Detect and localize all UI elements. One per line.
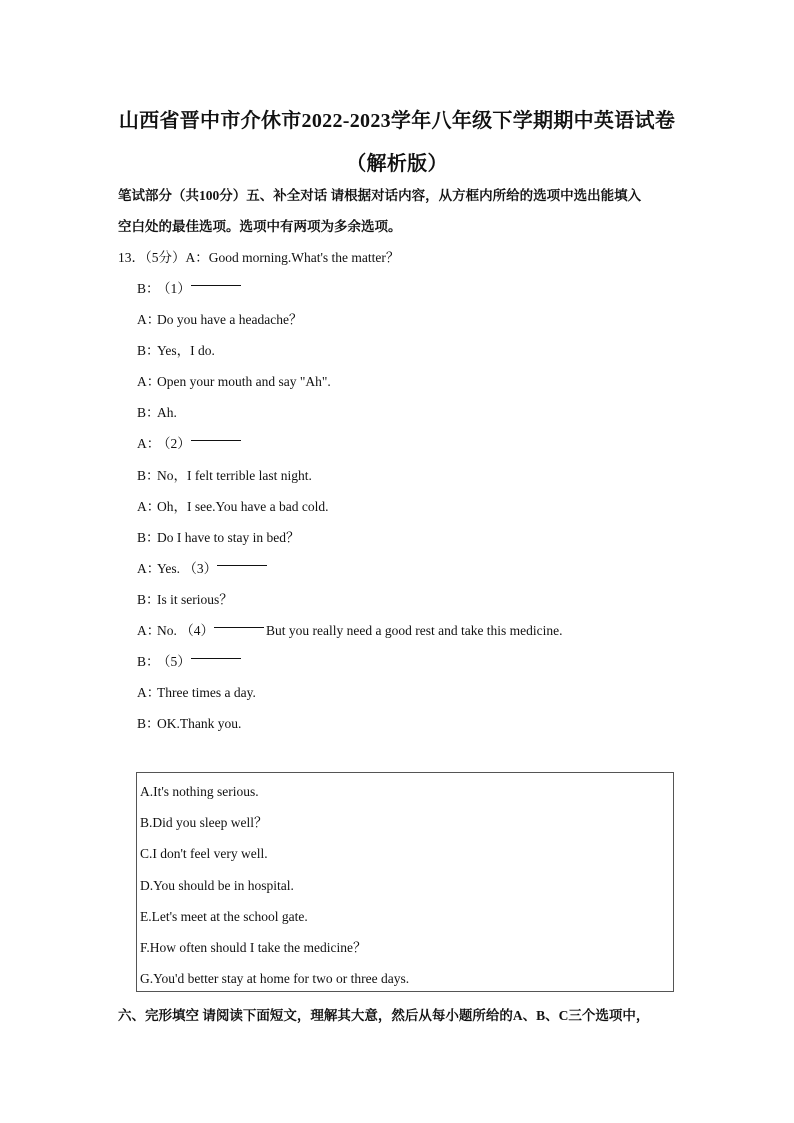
page-subtitle: （解析版） <box>346 153 448 175</box>
speaker-label: B： <box>137 467 160 483</box>
answer-blank[interactable] <box>217 553 267 566</box>
dialog-text: （2） <box>157 436 191 452</box>
dialog-text: Three times a day. <box>157 685 256 701</box>
dialog-line <box>137 397 677 428</box>
option-d: D.You should be in hospital. <box>140 877 294 893</box>
answer-blank[interactable] <box>191 646 241 659</box>
section-5-line-2: 空白处的最佳选项。选项中有两项为多余选项。 <box>118 219 402 234</box>
dialog-text: Do you have a headache？ <box>157 312 303 328</box>
dialog-line <box>137 366 677 397</box>
answer-blank[interactable] <box>191 273 241 286</box>
section-6-line-1: 六、完形填空 请阅读下面短文，理解其大意，然后从每小题所给的A、B、C三个选项中， <box>118 1008 650 1023</box>
speaker-label: A： <box>137 374 161 390</box>
dialog-text: Yes. （3） <box>157 560 218 576</box>
dialog-text: Is it serious？ <box>157 591 233 607</box>
dialog-text: （1） <box>157 281 191 296</box>
dialog-line <box>137 491 677 522</box>
dialog-text: Do I have to stay in bed？ <box>157 529 300 545</box>
question-first-line: A：Good morning.What's the matter？ <box>185 250 400 265</box>
speaker-label: B： <box>137 343 160 359</box>
options-box <box>136 772 674 992</box>
speaker-label: B： <box>137 654 160 670</box>
dialog-line <box>137 615 677 646</box>
speaker-label: B： <box>137 591 160 607</box>
dialog-line <box>137 522 677 553</box>
dialog-text: No. （4） <box>157 623 214 639</box>
speaker-label: B： <box>137 281 160 296</box>
dialog-text: No，I felt terrible last night. <box>157 467 312 483</box>
option-g: G.You'd better stay at home for two or three days. <box>140 971 410 987</box>
speaker-label: B： <box>137 529 160 545</box>
option-c: C.I don't feel very well. <box>140 846 268 862</box>
dialog <box>137 273 677 739</box>
dialog-line <box>137 273 677 304</box>
option-e: E.Let's meet at the school gate. <box>140 908 308 924</box>
answer-blank[interactable] <box>214 615 264 628</box>
section-6-instructions <box>118 1000 678 1031</box>
question-number: 13．（5分） <box>118 250 186 265</box>
page-title: 山西省晋中市介休市2022-2023学年八年级下学期期中英语试卷 <box>118 110 676 132</box>
speaker-label: A： <box>137 623 161 639</box>
dialog-text: （5） <box>157 654 191 670</box>
dialog-text: OK.Thank you. <box>157 716 242 732</box>
dialog-line <box>137 428 677 459</box>
speaker-label: A： <box>137 498 161 514</box>
option-b: B.Did you sleep well？ <box>140 815 268 831</box>
dialog-line <box>137 708 677 739</box>
question-13-header <box>118 242 399 273</box>
dialog-text: Oh，I see.You have a bad cold. <box>157 498 329 514</box>
dialog-line <box>137 553 677 584</box>
answer-blank[interactable] <box>191 428 241 441</box>
dialog-line <box>137 335 677 366</box>
dialog-text: Yes，I do. <box>157 343 215 359</box>
speaker-label: B： <box>137 405 160 421</box>
dialog-line <box>137 304 677 335</box>
dialog-text: Ah. <box>157 405 177 421</box>
speaker-label: A： <box>137 312 161 328</box>
section-5-line-1: 笔试部分（共100分）五、补全对话 请根据对话内容，从方框内所给的选项中选出能填入 <box>118 188 642 203</box>
dialog-line <box>137 584 677 615</box>
option-f: F.How often should I take the medicine？ <box>140 939 367 955</box>
dialog-text: Open your mouth and say "Ah". <box>157 374 331 390</box>
speaker-label: A： <box>137 560 161 576</box>
dialog-line <box>137 460 677 491</box>
speaker-label: A： <box>137 685 161 701</box>
speaker-label: A： <box>137 436 161 452</box>
option-a: A.It's nothing serious. <box>140 784 259 799</box>
dialog-text-after-blank: But you really need a good rest and take this medicine. <box>266 623 563 639</box>
section-5-instructions <box>118 180 678 242</box>
dialog-line <box>137 646 677 677</box>
speaker-label: B： <box>137 716 160 732</box>
dialog-line <box>137 677 677 708</box>
